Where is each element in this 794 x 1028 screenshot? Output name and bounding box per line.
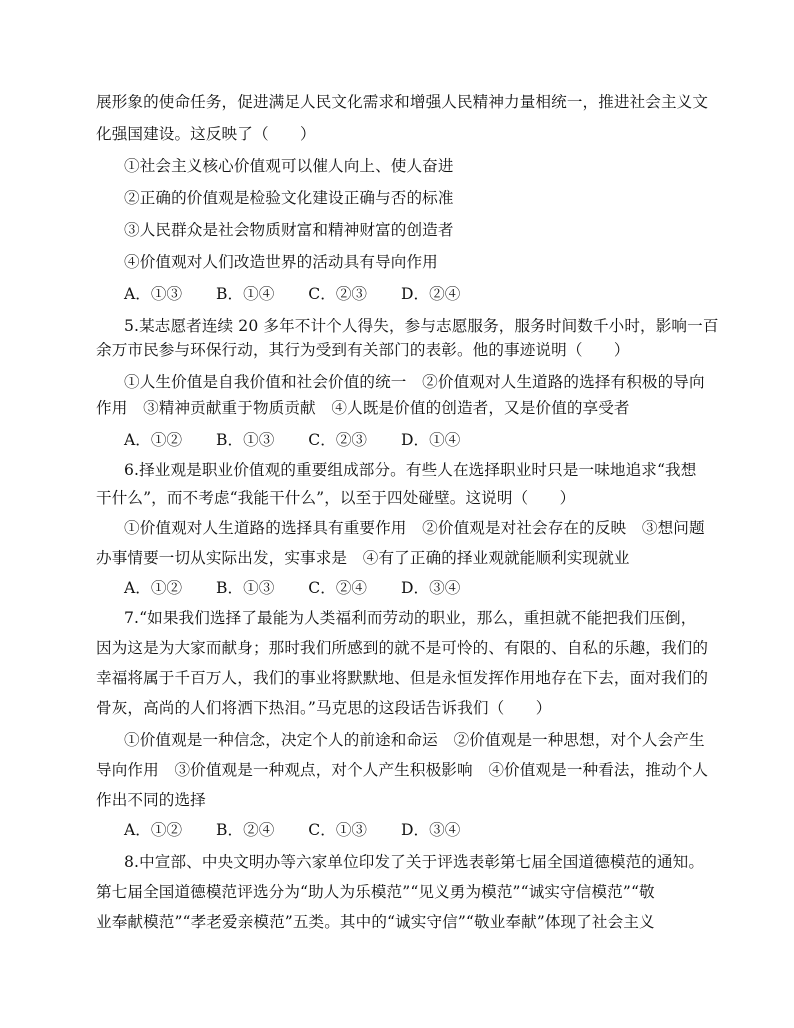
q4-option-b: B．①④	[216, 285, 275, 303]
q4-stem-line-1: 展形象的使命任务，促进满足人民文化需求和增强人民精神力量相统一，推进社会主义文	[96, 93, 709, 111]
q5-option-c: C．②③	[308, 431, 368, 449]
q4-statement-2: ②正确的价值观是检验文化建设正确与否的标准	[124, 189, 454, 207]
q7-stem-line-4: 骨灰，高尚的人们将洒下热泪。”马克思的这段话告诉我们（ ）	[96, 699, 552, 717]
q4-statement-4: ④价值观对人们改造世界的活动具有导向作用	[124, 253, 438, 271]
q6-statements-line-2: 办事情要一切从实际出发，实事求是 ④有了正确的择业观就能顺利实现就业	[96, 549, 630, 567]
q7-option-d: D．③④	[401, 821, 461, 839]
q7-stem-line-3: 幸福将属于千百万人，我们的事业将默默地、但是永恒发挥作用地存在下去，面对我们的	[96, 669, 709, 687]
q6-stem-line-2: 干什么”，而不考虑“我能干什么”，以至于四处碰壁。这说明（ ）	[96, 489, 576, 507]
q7-statements-line-2: 导向作用 ③价值观是一种观点，对个人产生积极影响 ④价值观是一种看法，推动个人	[96, 761, 709, 779]
q7-option-c: C．①③	[308, 821, 368, 839]
q4-stem-line-2: 化强国建设。这反映了（ ）	[96, 125, 316, 143]
q6-option-c: C．②④	[308, 579, 368, 597]
q8-stem-line-3: 业奉献模范”“孝老爱亲模范”五类。其中的“诚实守信”“敬业奉献”体现了社会主义	[96, 913, 655, 931]
q7-statements-line-3: 作出不同的选择	[96, 791, 206, 809]
q5-option-d: D．①④	[401, 431, 461, 449]
q7-option-b: B．②④	[216, 821, 275, 839]
q5-option-b: B．①③	[216, 431, 275, 449]
q7-stem-line-2: 因为这是为大家而献身；那时我们所感到的就不是可怜的、有限的、自私的乐趣，我们的	[96, 639, 709, 657]
q6-statements-line-1: ①价值观对人生道路的选择具有重要作用 ②价值观是对社会存在的反映 ③想问题	[124, 519, 705, 537]
q4-options	[124, 284, 494, 304]
q4-option-d: D．②④	[401, 285, 461, 303]
q5-statements-line-1: ①人生价值是自我价值和社会价值的统一 ②价值观对人生道路的选择有积极的导向	[124, 373, 705, 391]
q7-statements-line-1: ①价值观是一种信念，决定个人的前途和命运 ②价值观是一种思想，对个人会产生	[124, 731, 705, 749]
q6-option-b: B．①③	[216, 579, 275, 597]
q4-statement-1: ①社会主义核心价值观可以催人向上、使人奋进	[124, 157, 454, 175]
q8-stem-line-1: 8.中宣部、中央文明办等六家单位印发了关于评选表彰第七届全国道德模范的通知。	[124, 853, 705, 871]
q4-statement-3: ③人民群众是社会物质财富和精神财富的创造者	[124, 221, 454, 239]
q5-stem-line-1: 5.某志愿者连续 20 多年不计个人得失，参与志愿服务，服务时间数千小时，影响一百	[124, 317, 719, 335]
q4-option-c: C．②③	[308, 285, 368, 303]
q6-option-d: D．③④	[401, 579, 461, 597]
q5-statements-line-2: 作用 ③精神贡献重于物质贡献 ④人既是价值的创造者，又是价值的享受者	[96, 399, 630, 417]
q7-options	[124, 820, 494, 840]
q6-options	[124, 578, 494, 598]
q4-option-a: A．①③	[124, 285, 183, 303]
q7-option-a: A．①②	[124, 821, 183, 839]
q8-stem-line-2: 第七届全国道德模范评选分为“助人为乐模范”“见义勇为模范”“诚实守信模范”“敬	[96, 883, 655, 901]
q5-option-a: A．①②	[124, 431, 183, 449]
q6-stem-line-1: 6.择业观是职业价值观的重要组成部分。有些人在选择职业时只是一味地追求“我想	[124, 461, 697, 479]
q6-option-a: A．①②	[124, 579, 183, 597]
q5-options	[124, 430, 494, 450]
q5-stem-line-2: 余万市民参与环保行动，其行为受到有关部门的表彰。他的事迹说明（ ）	[96, 341, 630, 359]
q7-stem-line-1: 7.“如果我们选择了最能为人类福利而劳动的职业，那么，重担就不能把我们压倒，	[124, 609, 697, 627]
